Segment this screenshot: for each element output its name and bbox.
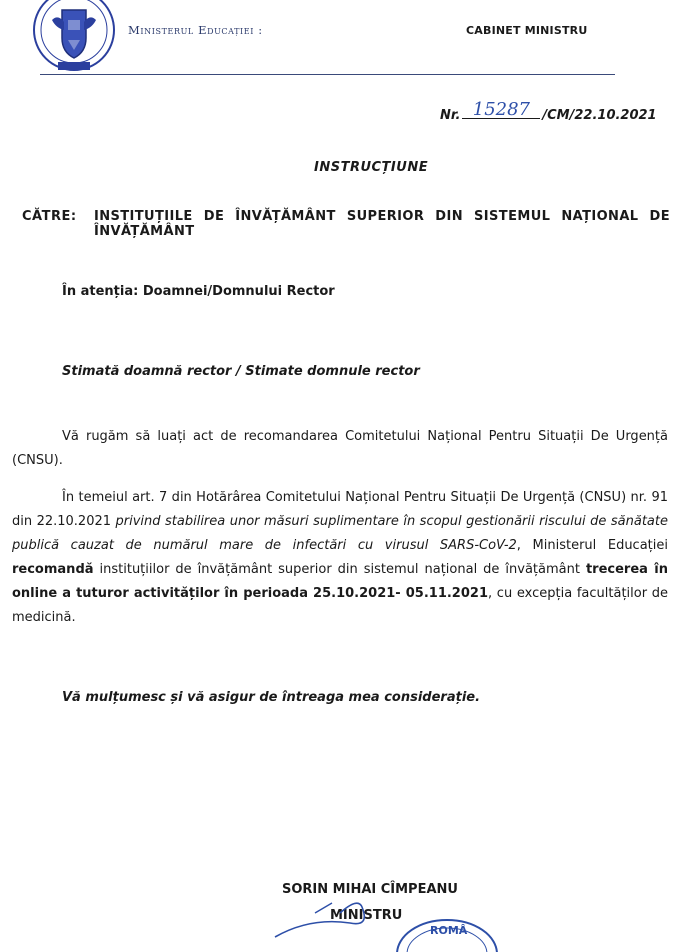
salutation: Stimată doamnă rector / Stimate domnule rector bbox=[62, 364, 420, 379]
document-title: INSTRUCȚIUNE bbox=[314, 160, 429, 175]
registration-prefix: Nr. bbox=[440, 108, 461, 123]
attention-line: În atenția: Doamnei/Domnului Rector bbox=[62, 284, 335, 299]
addressee-label: CĂTRE: bbox=[22, 209, 77, 224]
paragraph-2-part-7: , cu excepția facultăților de medicină. bbox=[12, 586, 668, 625]
paragraph-2-bold-recommend: recomandă bbox=[12, 562, 94, 577]
signer-name: SORIN MIHAI CÎMPEANU bbox=[282, 882, 458, 897]
addressee-line-1: INSTITUȚIILE DE ÎNVĂȚĂMÂNT SUPERIOR DIN SISTEMUL NAȚIONAL DE bbox=[94, 209, 670, 224]
paragraph-2-part-3: , Ministerul Educației bbox=[516, 538, 668, 553]
paragraph-2 bbox=[12, 486, 668, 630]
handwritten-number: 15287 bbox=[462, 102, 540, 119]
addressee-line-2: ÎNVĂȚĂMÂNT bbox=[94, 224, 195, 239]
paragraph-2-part-5: instituțiilor de învățământ superior din sistemul național de învățământ bbox=[93, 562, 586, 577]
registration-number bbox=[440, 99, 657, 123]
ministry-name: Ministerul Educației : bbox=[128, 23, 263, 37]
paragraph-1 bbox=[12, 425, 668, 473]
registration-suffix: /CM/22.10.2021 bbox=[542, 108, 657, 123]
closing-line: Vă mulțumesc și vă asigur de întreaga mea considerație. bbox=[62, 690, 481, 705]
romania-coat-of-arms-icon bbox=[32, 0, 116, 72]
official-stamp-icon bbox=[392, 912, 502, 952]
paragraph-2-part-1: În temeiul art. 7 din Hotărârea Comitetului Național Pentru Situații De Urgență (CNSU) nr. 91 din 22.10.2021 bbox=[12, 490, 668, 529]
signer-title: MINISTRU bbox=[330, 908, 403, 923]
paragraph-1-text: Vă rugăm să luați act de recomandarea Comitetului Național Pentru Situații De Urgență (CNSU). bbox=[12, 429, 668, 468]
stamp-text: ROMÂ bbox=[430, 924, 468, 937]
cabinet-label: CABINET MINISTRU bbox=[466, 24, 588, 37]
paragraph-2-italic: privind stabilirea unor măsuri suplimentare în scopul gestionării riscului de sănătate publică cauzat de numărul mare de infectări cu virusul SARS-CoV-2 bbox=[12, 514, 668, 553]
header-divider bbox=[40, 74, 615, 75]
paragraph-2-bold-measure: trecerea în online a tuturor activităților în perioada 25.10.2021- 05.11.2021 bbox=[12, 562, 668, 601]
